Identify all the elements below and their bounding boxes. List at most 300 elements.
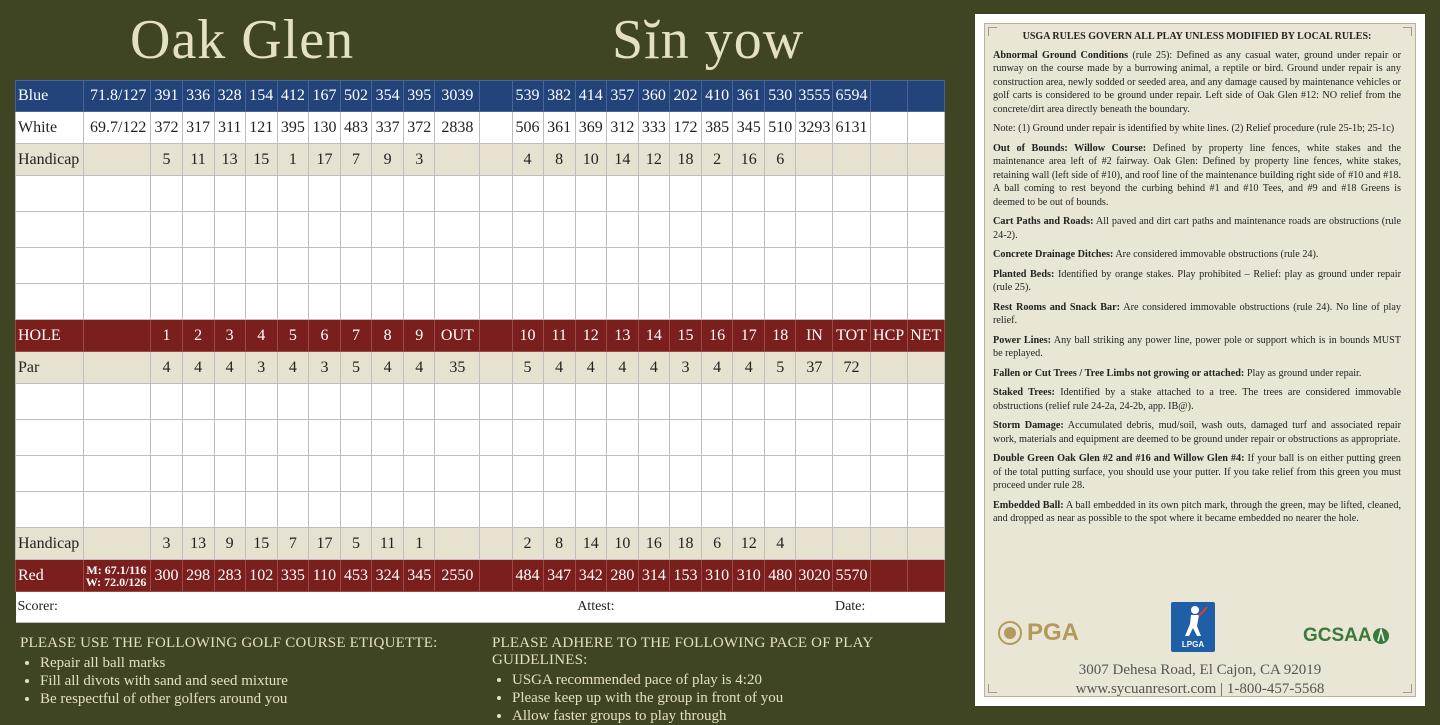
score-entry-cell[interactable] xyxy=(16,212,84,248)
score-entry-cell[interactable] xyxy=(372,176,404,212)
score-entry-cell[interactable] xyxy=(277,420,308,456)
score-entry-cell[interactable] xyxy=(372,384,404,420)
score-entry-cell[interactable] xyxy=(638,176,669,212)
score-entry-cell[interactable] xyxy=(245,284,277,320)
rule-text: Identified by orange stakes. Play prohibited – Relief: play as ground under repair (rule 25). xyxy=(993,268,1401,293)
hole-cell: 395 xyxy=(404,81,435,112)
score-entry-cell[interactable] xyxy=(669,284,701,320)
score-entry-cell[interactable] xyxy=(543,492,575,528)
score-entry-cell[interactable] xyxy=(543,176,575,212)
address-line: 3007 Dehesa Road, El Cajon, CA 92019 xyxy=(1078,662,1322,678)
rule-title: Cart Paths and Roads: xyxy=(993,216,1094,227)
score-entry-cell[interactable] xyxy=(796,176,833,212)
grand-total xyxy=(833,144,870,176)
score-entry-cell[interactable] xyxy=(669,420,701,456)
score-entry-cell[interactable] xyxy=(372,492,404,528)
score-entry-cell[interactable] xyxy=(733,384,765,420)
score-entry-cell[interactable] xyxy=(669,176,701,212)
score-entry-cell[interactable] xyxy=(340,384,371,420)
score-entry-cell[interactable] xyxy=(870,248,907,284)
score-entry-cell[interactable] xyxy=(575,176,606,212)
score-entry-cell[interactable] xyxy=(575,420,606,456)
score-entry-cell[interactable] xyxy=(702,420,733,456)
score-entry-row xyxy=(16,284,945,320)
rule-item xyxy=(993,215,1401,242)
score-entry-cell[interactable] xyxy=(870,420,907,456)
hole-cell: 4 xyxy=(765,528,796,560)
score-entry-row xyxy=(16,212,945,248)
score-entry-cell[interactable] xyxy=(182,284,214,320)
score-entry-cell[interactable] xyxy=(796,456,833,492)
pga-logo-text: PGA xyxy=(1027,619,1080,646)
hole-cell: 361 xyxy=(733,81,765,112)
score-entry-cell[interactable] xyxy=(245,248,277,284)
score-entry-cell[interactable] xyxy=(638,384,669,420)
score-entry-cell[interactable] xyxy=(340,420,371,456)
rule-text: Are considered immovable obstructions (rule 24). No line of play relief. xyxy=(993,301,1401,326)
score-entry-cell[interactable] xyxy=(702,212,733,248)
score-entry-cell[interactable] xyxy=(765,212,796,248)
score-entry-cell[interactable] xyxy=(512,384,543,420)
score-entry-cell[interactable] xyxy=(16,248,84,284)
score-entry-cell[interactable] xyxy=(765,384,796,420)
score-entry-cell[interactable] xyxy=(277,212,308,248)
score-entry-cell[interactable] xyxy=(245,456,277,492)
score-entry-cell[interactable] xyxy=(151,248,182,284)
hole-cell: 4 xyxy=(182,352,214,384)
score-entry-cell[interactable] xyxy=(796,248,833,284)
score-entry-cell[interactable] xyxy=(796,420,833,456)
rule-item xyxy=(993,499,1401,526)
score-entry-cell[interactable] xyxy=(733,284,765,320)
score-entry-cell[interactable] xyxy=(796,284,833,320)
score-entry-cell[interactable] xyxy=(638,284,669,320)
hole-cell: 337 xyxy=(372,112,404,144)
score-entry-cell[interactable] xyxy=(702,384,733,420)
hole-cell: 6 xyxy=(308,320,340,352)
score-entry-cell[interactable] xyxy=(182,176,214,212)
score-entry-cell[interactable] xyxy=(214,212,245,248)
score-entry-cell[interactable] xyxy=(372,420,404,456)
score-entry-cell[interactable] xyxy=(833,456,870,492)
course-title-oak-glen: Oak Glen xyxy=(130,9,355,71)
score-entry-cell[interactable] xyxy=(245,212,277,248)
hole-cell: 17 xyxy=(308,528,340,560)
score-entry-cell[interactable] xyxy=(543,284,575,320)
score-entry-cell[interactable] xyxy=(606,248,638,284)
score-entry-cell[interactable] xyxy=(907,456,944,492)
score-entry-cell[interactable] xyxy=(669,248,701,284)
score-entry-cell[interactable] xyxy=(84,492,151,528)
hole-cell: 5 xyxy=(340,352,371,384)
score-entry-cell[interactable] xyxy=(669,456,701,492)
score-entry-cell[interactable] xyxy=(182,456,214,492)
score-entry-cell[interactable] xyxy=(84,420,151,456)
score-entry-cell[interactable] xyxy=(372,212,404,248)
hcp-cell xyxy=(870,528,907,560)
rule-text: Identified by a stake attached to a tree. The trees are considered immovable obstructions (relief rule 24-2a, 24-2b, app. IB@). xyxy=(993,387,1401,412)
hole-cell: 3 xyxy=(214,320,245,352)
score-entry-cell[interactable] xyxy=(404,248,435,284)
score-entry-cell[interactable] xyxy=(870,176,907,212)
hole-cell: 298 xyxy=(182,560,214,592)
course-rating: 69.7/122 xyxy=(84,112,151,144)
score-entry-row xyxy=(16,384,945,420)
score-entry-cell[interactable] xyxy=(512,284,543,320)
hole-cell: 328 xyxy=(214,81,245,112)
hole-cell: 10 xyxy=(606,528,638,560)
score-entry-cell[interactable] xyxy=(435,284,480,320)
score-entry-cell[interactable] xyxy=(245,492,277,528)
score-entry-cell[interactable] xyxy=(733,212,765,248)
net-cell xyxy=(907,81,944,112)
score-entry-cell[interactable] xyxy=(512,212,543,248)
score-entry-cell[interactable] xyxy=(151,384,182,420)
rules-list xyxy=(993,49,1401,526)
score-entry-cell[interactable] xyxy=(182,248,214,284)
hole-cell: 310 xyxy=(702,560,733,592)
score-entry-cell[interactable] xyxy=(575,248,606,284)
score-entry-cell[interactable] xyxy=(702,248,733,284)
score-entry-cell[interactable] xyxy=(702,492,733,528)
score-entry-cell[interactable] xyxy=(606,212,638,248)
score-entry-cell[interactable] xyxy=(733,492,765,528)
score-entry-cell[interactable] xyxy=(907,492,944,528)
score-entry-cell[interactable] xyxy=(907,176,944,212)
date-field[interactable]: Date: xyxy=(833,592,945,623)
score-entry-cell[interactable] xyxy=(833,384,870,420)
score-entry-cell[interactable] xyxy=(435,456,480,492)
score-entry-cell[interactable] xyxy=(435,492,480,528)
hole-cell: 395 xyxy=(277,112,308,144)
rule-item xyxy=(993,334,1401,361)
hole-cell: 4 xyxy=(606,352,638,384)
score-entry-cell[interactable] xyxy=(870,284,907,320)
out-total xyxy=(435,144,480,176)
hole-cell: 8 xyxy=(372,320,404,352)
score-entry-cell[interactable] xyxy=(84,212,151,248)
rule-title: Fallen or Cut Trees / Tree Limbs not growing or attached: xyxy=(993,367,1245,379)
score-entry-cell[interactable] xyxy=(214,248,245,284)
etiquette-item: • Be respectful of other golfers around you xyxy=(40,690,480,708)
score-entry-cell[interactable] xyxy=(907,248,944,284)
grand-total: TOT xyxy=(833,320,870,352)
score-entry-cell[interactable] xyxy=(340,456,371,492)
score-entry-cell[interactable] xyxy=(870,212,907,248)
score-entry-cell[interactable] xyxy=(214,284,245,320)
score-entry-cell[interactable] xyxy=(277,384,308,420)
score-entry-cell[interactable] xyxy=(606,456,638,492)
hole-cell: 354 xyxy=(372,81,404,112)
rule-title: Staked Trees: xyxy=(993,387,1055,398)
score-entry-cell[interactable] xyxy=(308,176,340,212)
score-entry-cell[interactable] xyxy=(277,176,308,212)
hole-cell: 324 xyxy=(372,560,404,592)
row-label: Handicap xyxy=(16,144,84,176)
score-entry-cell[interactable] xyxy=(606,384,638,420)
score-entry-cell[interactable] xyxy=(308,284,340,320)
attest-field[interactable]: Attest: xyxy=(575,592,833,623)
score-entry-cell[interactable] xyxy=(404,176,435,212)
score-entry-cell[interactable] xyxy=(214,492,245,528)
score-entry-cell[interactable] xyxy=(277,456,308,492)
score-entry-cell[interactable] xyxy=(833,176,870,212)
scorer-field[interactable]: Scorer: xyxy=(16,592,576,623)
score-entry-cell[interactable] xyxy=(512,456,543,492)
score-entry-cell[interactable] xyxy=(151,212,182,248)
score-entry-cell[interactable] xyxy=(182,212,214,248)
score-entry-cell[interactable] xyxy=(214,456,245,492)
score-entry-cell[interactable] xyxy=(733,248,765,284)
score-entry-cell[interactable] xyxy=(84,248,151,284)
rule-item xyxy=(993,367,1401,381)
score-entry-cell[interactable] xyxy=(151,284,182,320)
score-entry-cell[interactable] xyxy=(84,456,151,492)
score-entry-cell[interactable] xyxy=(277,284,308,320)
course-rating xyxy=(84,560,151,592)
score-entry-cell[interactable] xyxy=(245,384,277,420)
score-entry-cell[interactable] xyxy=(765,248,796,284)
score-entry-cell[interactable] xyxy=(16,284,84,320)
score-entry-cell[interactable] xyxy=(796,492,833,528)
score-entry-cell[interactable] xyxy=(606,492,638,528)
score-entry-cell[interactable] xyxy=(765,456,796,492)
score-entry-cell[interactable] xyxy=(796,212,833,248)
score-entry-cell[interactable] xyxy=(480,212,512,248)
hole-cell: 9 xyxy=(372,144,404,176)
score-entry-cell[interactable] xyxy=(796,384,833,420)
pga-crest-icon xyxy=(997,620,1023,646)
score-entry-cell[interactable] xyxy=(151,456,182,492)
hole-cell: 121 xyxy=(245,112,277,144)
score-entry-cell[interactable] xyxy=(404,384,435,420)
out-total: 2838 xyxy=(435,112,480,144)
score-entry-cell[interactable] xyxy=(435,420,480,456)
rule-item xyxy=(993,452,1401,493)
score-entry-cell[interactable] xyxy=(404,212,435,248)
score-entry-cell[interactable] xyxy=(512,248,543,284)
score-entry-cell[interactable] xyxy=(480,456,512,492)
hole-cell: 510 xyxy=(765,112,796,144)
score-entry-cell[interactable] xyxy=(16,492,84,528)
score-entry-cell[interactable] xyxy=(372,248,404,284)
score-entry-cell[interactable] xyxy=(308,420,340,456)
score-entry-cell[interactable] xyxy=(870,492,907,528)
score-entry-cell[interactable] xyxy=(765,420,796,456)
score-entry-cell[interactable] xyxy=(702,456,733,492)
score-entry-cell[interactable] xyxy=(340,212,371,248)
score-entry-cell[interactable] xyxy=(543,420,575,456)
sponsor-logos xyxy=(985,599,1415,659)
score-entry-cell[interactable] xyxy=(512,420,543,456)
score-entry-cell[interactable] xyxy=(182,420,214,456)
hole-cell: 336 xyxy=(182,81,214,112)
score-entry-cell[interactable] xyxy=(669,384,701,420)
score-entry-cell[interactable] xyxy=(214,176,245,212)
course-rating: 71.8/127 xyxy=(84,81,151,112)
score-entry-cell[interactable] xyxy=(606,284,638,320)
score-entry-cell[interactable] xyxy=(245,420,277,456)
score-entry-cell[interactable] xyxy=(638,248,669,284)
score-entry-cell[interactable] xyxy=(404,456,435,492)
rule-title: Power Lines: xyxy=(993,334,1051,346)
grand-total: 5570 xyxy=(833,560,870,592)
score-entry-cell[interactable] xyxy=(84,284,151,320)
score-entry-cell[interactable] xyxy=(833,212,870,248)
score-entry-cell[interactable] xyxy=(16,384,84,420)
score-entry-cell[interactable] xyxy=(480,284,512,320)
hole-cell: 3 xyxy=(404,144,435,176)
score-entry-cell[interactable] xyxy=(435,176,480,212)
score-entry-cell[interactable] xyxy=(702,176,733,212)
score-entry-cell[interactable] xyxy=(151,176,182,212)
grand-total: 72 xyxy=(833,352,870,384)
score-entry-cell[interactable] xyxy=(277,492,308,528)
score-entry-cell[interactable] xyxy=(606,420,638,456)
score-entry-cell[interactable] xyxy=(870,456,907,492)
score-entry-cell[interactable] xyxy=(833,492,870,528)
rule-text: A ball embedded in its own pitch mark, through the green, may be lifted, cleaned, and dropped as near as possible to the spot where it became embedded no nearer the hole. xyxy=(993,499,1401,524)
score-entry-cell[interactable] xyxy=(84,176,151,212)
rule-item xyxy=(993,268,1401,295)
hole-cell: 12 xyxy=(733,528,765,560)
score-entry-cell[interactable] xyxy=(512,492,543,528)
score-entry-cell[interactable] xyxy=(638,212,669,248)
score-entry-cell[interactable] xyxy=(308,384,340,420)
score-entry-cell[interactable] xyxy=(907,212,944,248)
score-entry-cell[interactable] xyxy=(575,384,606,420)
rating-women: W: 72.0/126 xyxy=(85,574,147,589)
row-label: Red xyxy=(16,560,84,592)
hole-cell: 506 xyxy=(512,112,543,144)
score-entry-cell[interactable] xyxy=(435,248,480,284)
hole-cell: 1 xyxy=(277,144,308,176)
hole-cell: 130 xyxy=(308,112,340,144)
score-entry-cell[interactable] xyxy=(372,284,404,320)
score-entry-cell[interactable] xyxy=(669,492,701,528)
hole-cell: 8 xyxy=(543,144,575,176)
score-entry-cell[interactable] xyxy=(372,456,404,492)
score-entry-cell[interactable] xyxy=(575,492,606,528)
score-entry-cell[interactable] xyxy=(638,492,669,528)
hole-cell: 385 xyxy=(702,112,733,144)
score-entry-cell[interactable] xyxy=(308,248,340,284)
score-entry-cell[interactable] xyxy=(151,492,182,528)
score-entry-cell[interactable] xyxy=(340,176,371,212)
score-entry-cell[interactable] xyxy=(733,420,765,456)
spacer-cell xyxy=(480,560,512,592)
signature-row xyxy=(16,592,945,623)
score-entry-cell[interactable] xyxy=(277,248,308,284)
score-entry-cell[interactable] xyxy=(870,384,907,420)
score-entry-cell[interactable] xyxy=(84,384,151,420)
score-entry-cell[interactable] xyxy=(16,456,84,492)
score-entry-cell[interactable] xyxy=(480,248,512,284)
score-entry-cell[interactable] xyxy=(340,492,371,528)
score-entry-cell[interactable] xyxy=(308,492,340,528)
score-entry-cell[interactable] xyxy=(480,384,512,420)
score-entry-cell[interactable] xyxy=(765,492,796,528)
score-entry-cell[interactable] xyxy=(404,420,435,456)
hcp-cell xyxy=(870,81,907,112)
score-entry-cell[interactable] xyxy=(833,284,870,320)
score-entry-cell[interactable] xyxy=(765,284,796,320)
score-entry-cell[interactable] xyxy=(702,284,733,320)
score-entry-cell[interactable] xyxy=(435,384,480,420)
score-entry-cell[interactable] xyxy=(214,420,245,456)
score-entry-cell[interactable] xyxy=(669,212,701,248)
row-label: Handicap xyxy=(16,528,84,560)
score-entry-cell[interactable] xyxy=(638,420,669,456)
score-entry-cell[interactable] xyxy=(340,248,371,284)
scorecard-row-blue xyxy=(16,81,945,112)
out-total: 3039 xyxy=(435,81,480,112)
score-entry-cell[interactable] xyxy=(907,420,944,456)
hole-cell: 2 xyxy=(182,320,214,352)
score-entry-cell[interactable] xyxy=(435,212,480,248)
hole-cell: 12 xyxy=(575,320,606,352)
score-entry-cell[interactable] xyxy=(733,176,765,212)
hole-cell: 18 xyxy=(765,320,796,352)
score-entry-cell[interactable] xyxy=(182,492,214,528)
spacer-cell xyxy=(480,112,512,144)
score-entry-cell[interactable] xyxy=(907,284,944,320)
score-entry-cell[interactable] xyxy=(543,456,575,492)
score-entry-cell[interactable] xyxy=(214,384,245,420)
score-entry-cell[interactable] xyxy=(182,384,214,420)
rule-text: Are considered immovable obstructions (rule 24). xyxy=(1113,249,1319,260)
hole-cell: 4 xyxy=(702,352,733,384)
score-entry-cell[interactable] xyxy=(480,492,512,528)
hole-cell: 15 xyxy=(669,320,701,352)
score-entry-cell[interactable] xyxy=(308,456,340,492)
score-entry-cell[interactable] xyxy=(575,284,606,320)
row-label: Blue xyxy=(16,81,84,112)
hole-cell: 314 xyxy=(638,560,669,592)
score-entry-cell[interactable] xyxy=(543,248,575,284)
score-entry-cell[interactable] xyxy=(833,420,870,456)
etiquette-section xyxy=(20,635,480,708)
score-entry-cell[interactable] xyxy=(733,456,765,492)
rule-item xyxy=(993,386,1401,413)
hole-cell: 7 xyxy=(277,528,308,560)
score-entry-cell[interactable] xyxy=(575,456,606,492)
net-cell xyxy=(907,560,944,592)
score-entry-cell[interactable] xyxy=(404,492,435,528)
score-entry-cell[interactable] xyxy=(575,212,606,248)
score-entry-cell[interactable] xyxy=(638,456,669,492)
score-entry-cell[interactable] xyxy=(308,212,340,248)
score-entry-cell[interactable] xyxy=(765,176,796,212)
in-total: IN xyxy=(796,320,833,352)
score-entry-cell[interactable] xyxy=(16,176,84,212)
score-entry-cell[interactable] xyxy=(404,284,435,320)
score-entry-cell[interactable] xyxy=(480,420,512,456)
score-entry-cell[interactable] xyxy=(512,176,543,212)
score-entry-cell[interactable] xyxy=(833,248,870,284)
score-entry-cell[interactable] xyxy=(16,420,84,456)
score-entry-cell[interactable] xyxy=(606,176,638,212)
in-total: 37 xyxy=(796,352,833,384)
score-entry-cell[interactable] xyxy=(340,284,371,320)
score-entry-cell[interactable] xyxy=(480,176,512,212)
hole-cell: 453 xyxy=(340,560,371,592)
score-entry-cell[interactable] xyxy=(151,420,182,456)
score-entry-cell[interactable] xyxy=(907,384,944,420)
score-entry-cell[interactable] xyxy=(245,176,277,212)
score-entry-cell[interactable] xyxy=(543,384,575,420)
score-entry-cell[interactable] xyxy=(543,212,575,248)
